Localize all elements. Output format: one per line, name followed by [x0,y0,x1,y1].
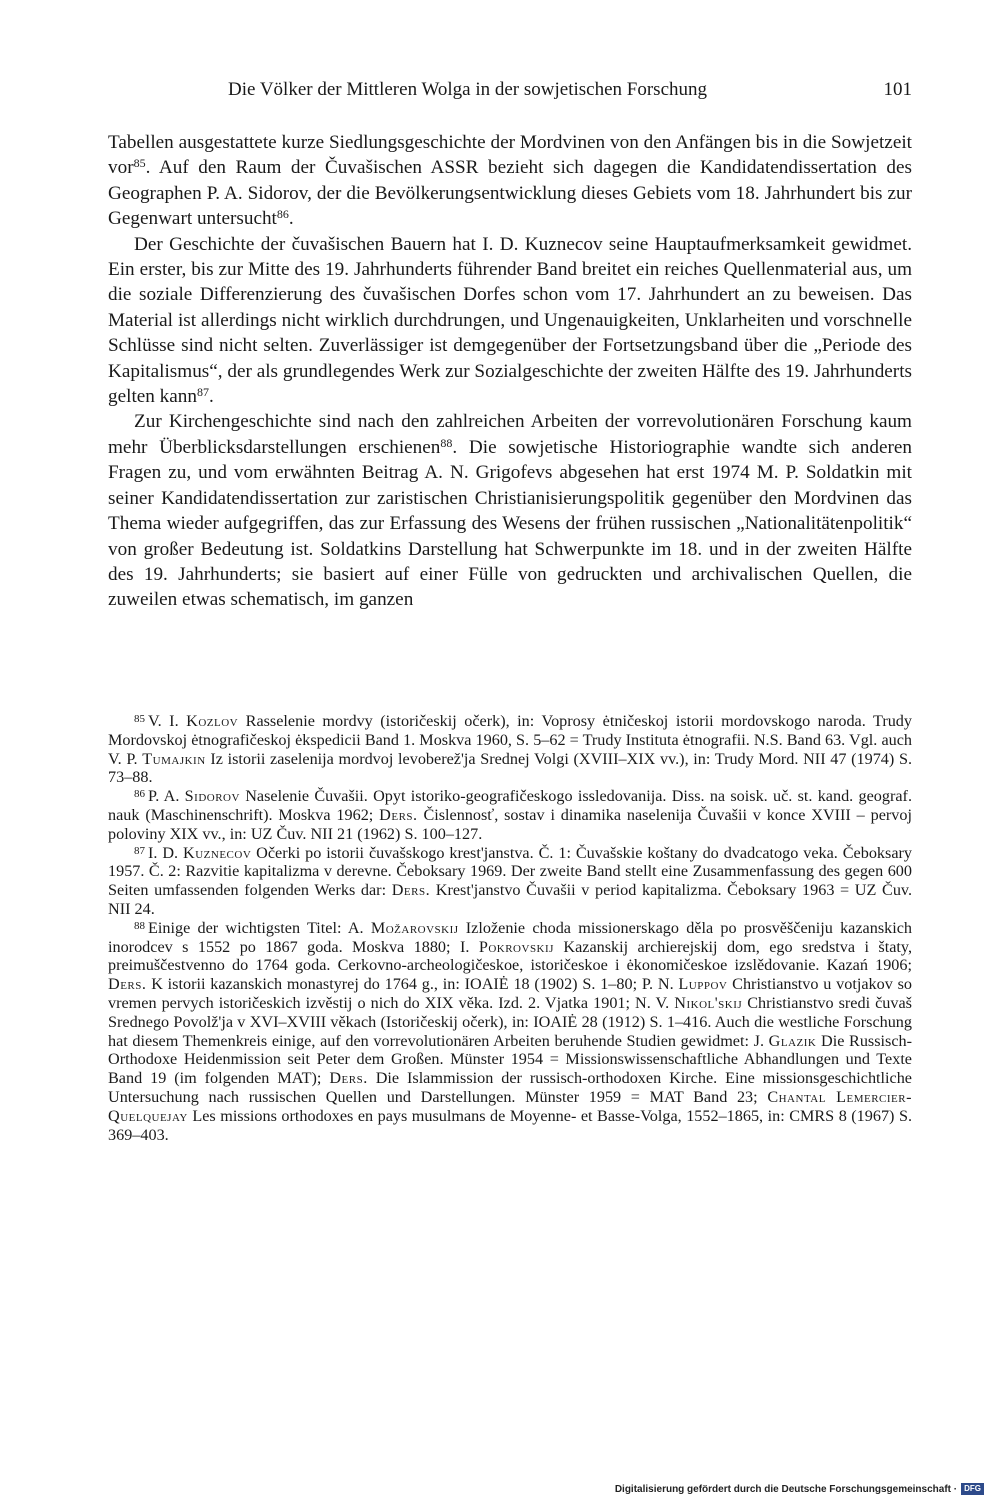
author-name: Nikol'skij [674,993,743,1012]
footnote-ref-85: 85 [133,156,146,171]
text-run: K istorii kazanskich monastyrej do 1764 g., in: IOAIĖ 18 (1902) S. 1–80; P. N. [146,975,679,994]
text-run: Kazanskij archierejskij dom, ego sredstva i štaty, preimuščestvenno do 1764 goda. Cerkovno-archeologičeskoe, istoričeskoe i ėkonomičeskoe izslědovanie. Kazań 1906; [108,937,912,975]
text-run: Christianstvo sredi čuvaš Srednego Povolž'ja v XVI–XVIII věkach (Istoričeskij očerk), in: IOAIĖ 28 (1912) S. 1–416. Auch die westliche Forschung hat diesem Themenkreis einige, auf den vorrevolutionären Arbeiten beruhende Studien gewidmet: J. [108,993,912,1050]
author-name: Tumajkin [142,749,206,768]
footnote-ref-86: 86 [276,207,289,222]
author-name: Ders. [379,805,418,824]
author-name: Možarovskij [370,918,459,937]
footnote-number: 88 [134,919,145,932]
text-run: I. D. [148,843,184,862]
dfg-logo-icon: DFG [961,1483,984,1495]
banner-text: Digitalisierung gefördert durch die Deutsche Forschungsgemeinschaft · [614,1484,958,1495]
text-run: . Die sowjetische Historiographie wandte sich anderen Fragen zu, und vom erwähnten Beitrag A. N. Grigofevs abgesehen hat erst 1974 M. P. Soldatkin mit seiner Kandidatendissertation zur zaristischen Christianisierungspolitik gegenüber den Mordvinen das Thema wieder aufgegriffen, das zur Erfassung des Wesens der frühen russischen „Nationalitätenpolitik“ von großer Bedeutung ist. Soldatkins Darstellung hat Schwerpunkte im 18. und in der zweiten Hälfte des 19. Jahrhunderts; sie basiert auf einer Fülle von gedruckten und archivalischen Quellen, die zuweilen etwas schematisch, im ganzen [108,436,912,611]
text-run: Christianstvo u votjakov so vremen pervych istoričeskich izvěstij o nich do XIX věka. Izd. 2. Vjatka 1901; N. V. [108,975,912,1012]
author-name: Kozlov [186,712,239,730]
author-name: Luppov [678,975,728,994]
footnotes-section [108,712,912,1144]
running-title: Die Völker der Mittleren Wolga in der sowjetischen Forschung [228,79,707,100]
page-number: 101 [883,79,912,100]
text-run: Einige der wichtigsten Titel: A. [148,918,371,937]
text-run: V. I. [148,712,187,730]
text-run: Die Russisch-Orthodoxe Heidenmission seit Peter dem Großen. Münster 1954 = Missionswissenschaftliche Abhandlungen und Texte Band 19 (im folgenden MAT); [108,1031,912,1088]
text-run: Zur Kirchengeschichte sind nach den zahlreichen Arbeiten der vorrevolutionären Forschung kaum mehr Überblicksdarstellungen erschienen [108,411,912,458]
text-run: . Auf den Raum der Čuvašischen ASSR bezieht sich dagegen die Kandidatendissertation des Geographen P. A. Sidorov, der die Bevölkerungsentwicklung dieses Gebiets vom 18. Jahrhundert bis zur Gegenwart untersucht [108,157,912,230]
footnote-ref-87: 87 [196,385,209,400]
author-name: Ders. [108,975,147,994]
text-run: Naselenie Čuvašii. Opyt istoriko-geografičeskogo issledovanija. Diss. na soisk. uč. st. kand. geograf. nauk (Maschinenschrift). Moskva 1962; [108,787,912,824]
text-run: Iz istorii zaselenija mordvoj levoberež'ja Srednej Volgi (XVIII–XIX vv.), in: Trudy Mord. NII 47 (1974) S. 73–88. [108,749,913,787]
running-header [108,76,912,104]
text-run: Čislennosť, sostav i dinamika naselenija Čuvašii v konce XVIII – pervoj poloviny XIX vv., in: UZ Čuv. NII 21 (1962) S. 100–127. [108,805,912,843]
footnote-87 [108,844,912,919]
author-name: Kuznecov [183,843,252,862]
paragraph-2 [108,232,912,410]
main-body-text [108,130,912,613]
footnote-85 [108,712,912,787]
text-run: Izloženie choda missionerskago děla po prosvěščeniju kazanskich inorodcev s 1552 po 1867 goda. Moskva 1880; I. [108,918,912,956]
author-name: Ders. [391,881,431,900]
footnote-number: 87 [134,844,145,857]
text-run: Krest'janstvo Čuvašii v period kapitalizma. Čeboksary 1963 = UZ Čuv. NII 24. [108,881,913,918]
text-run: Tabellen ausgestattete kurze Siedlungsgeschichte der Mordvinen von den Anfängen bis in die Sowjetzeit vor [108,132,912,179]
text-run: Les missions orthodoxes en pays musulmans de Moyenne- et Basse-Volga, 1552–1865, in: CMRS 8 (1967) S. 369–403. [108,1106,912,1144]
text-run: Rasselenie mordvy (istoričeskij očerk), in: Voprosy ėtničeskoj istorii mordovskogo naroda. Trudy Mordovskoj ėtnografičeskoj ėkspedicii Band 1. Moskva 1960, S. 5–62 = Trudy Instituta ėtnografii. N.S. Band 63. Vgl. auch V. P. [108,712,912,768]
footnote-number: 86 [134,788,145,801]
author-name: Chantal Lemercier-Quelquejay [108,1087,912,1125]
paragraph-1 [108,130,912,232]
footnote-86 [108,787,912,843]
author-name: Sidorov [184,787,240,806]
author-name: Glazik [768,1031,817,1050]
footnote-88 [108,919,912,1145]
text-run: . [208,386,214,408]
text-run: Der Geschichte der čuvašischen Bauern hat I. D. Kuznecov seine Hauptaufmerksamkeit gewidmet. Ein erster, bis zur Mitte des 19. Jahrhunderts führender Band breitet ein reiches Quellenmaterial aus, um die soziale Differenzierung des čuvašischen Dorfes schon vom 17. Jahrhundert an zu beweisen. Das Material ist allerdings nicht wirklich durchdrungen, und Ungenauigkeiten, Unklarheiten und vorschnelle Schlüsse sind nicht selten. Zuverlässiger ist demgegenüber der Fortsetzungsband über die „Periode des Kapitalismus“, der als grundlegendes Werk zur Sozialgeschichte der zweiten Hälfte des 19. Jahrhunderts gelten kann [108,233,912,408]
paragraph-3 [108,409,912,612]
footnote-number: 85 [134,713,145,725]
footnote-ref-88: 88 [440,435,453,450]
author-name: Pokrovskij [478,937,554,956]
text-run: Očerki po istorii čuvašskogo krest'janstva. Č. 1: Čuvašskie koštany do dvadcatogo veka. Čeboksary 1957. Č. 2: Razvitie kapitalizma v derevne. Čeboksary 1969. Der zweite Band stellt eine Zusammenfassung des gegen 600 Seiten umfassenden folgenden Werks dar: [108,843,912,900]
text-run: P. A. [148,787,185,806]
author-name: Ders. [329,1069,368,1088]
text-run: . [288,208,294,230]
dfg-banner [615,1483,984,1497]
text-run: Die Islammission der russisch-orthodoxen Kirche. Eine missionsgeschichtliche Untersuchung nach russischen Quellen und Darstellungen. Münster 1959 = MAT Band 23; [108,1069,912,1106]
